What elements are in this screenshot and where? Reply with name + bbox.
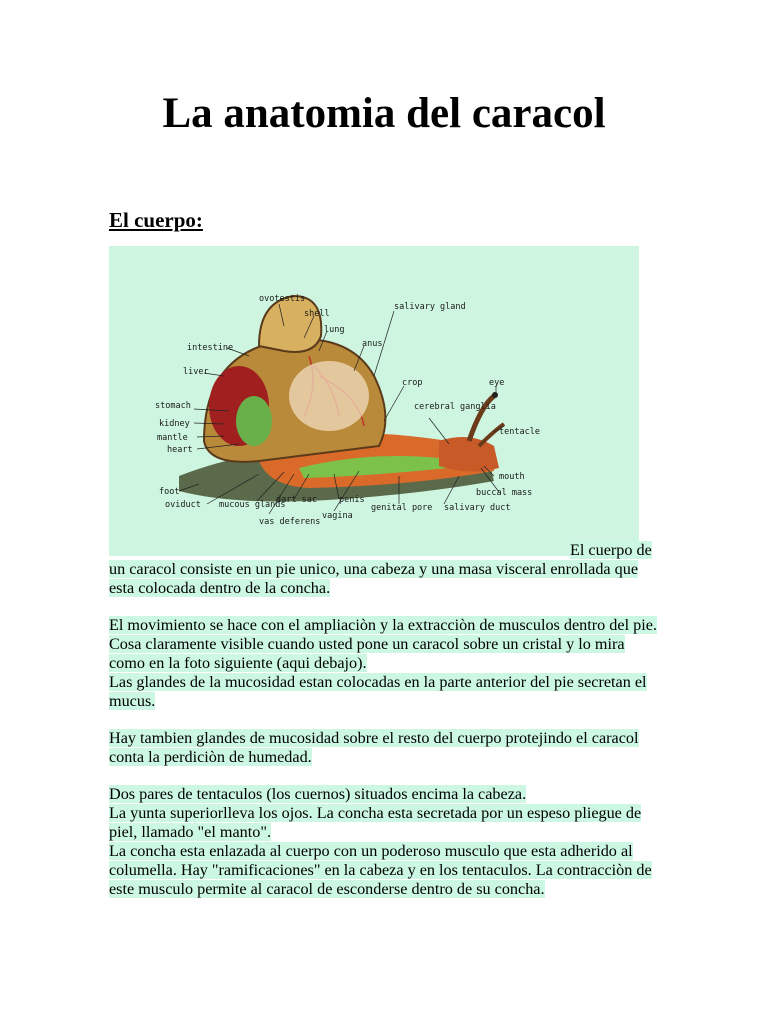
label-lung: lung bbox=[324, 325, 345, 335]
snail-anatomy-diagram bbox=[109, 246, 639, 556]
label-stomach: stomach bbox=[155, 401, 191, 411]
paragraph-4 bbox=[109, 785, 659, 899]
paragraph-1 bbox=[109, 541, 659, 598]
label-vagina: vagina bbox=[322, 511, 353, 521]
label-crop: crop bbox=[402, 378, 423, 388]
section-heading: El cuerpo: bbox=[109, 208, 203, 232]
label-intestine: intestine bbox=[187, 343, 234, 353]
label-mucous-glands: mucous glands bbox=[219, 500, 286, 510]
label-tentacle: tentacle bbox=[499, 427, 540, 437]
lung-shape bbox=[289, 361, 369, 431]
label-buccal-mass: buccal mass bbox=[476, 488, 533, 498]
shell-whorl bbox=[259, 296, 321, 352]
label-eye: eye bbox=[489, 378, 505, 388]
label-liver: liver bbox=[183, 367, 209, 377]
paragraph-3 bbox=[109, 729, 659, 767]
label-salivary-gland: salivary gland bbox=[394, 302, 466, 312]
label-salivary-duct: salivary duct bbox=[444, 503, 511, 513]
label-cerebral-ganglia: cerebral ganglia bbox=[414, 402, 496, 412]
label-mouth: mouth bbox=[499, 472, 525, 482]
label-ovotestis: ovotestis bbox=[259, 294, 306, 304]
paragraph-3-text: Hay tambien glandes de mucosidad sobre el resto del cuerpo protejindo el caracol conta la perdiciòn de humedad. bbox=[109, 729, 639, 766]
label-dart-sac: dart sac bbox=[276, 495, 317, 505]
page-title: La anatomia del caracol bbox=[162, 90, 606, 137]
label-penis: penis bbox=[339, 495, 365, 505]
label-shell: shell bbox=[304, 309, 330, 319]
label-anus: anus bbox=[362, 339, 383, 349]
eye-dot bbox=[492, 392, 498, 398]
label-kidney: kidney bbox=[159, 419, 190, 429]
paragraph-2a-text: El movimiento se hace con el ampliaciòn y la extracciòn de musculos dentro del pie. Cosa claramente visible cuando usted pone un caracol sobre un cristal y lo mira como en la foto siguiente (aqui debajo). bbox=[109, 616, 657, 672]
paragraph-2b-text: Las glandes de la mucosidad estan colocadas en la parte anterior del pie secretan el mucus. bbox=[109, 673, 647, 710]
label-vas-deferens: vas deferens bbox=[259, 517, 321, 527]
stomach-shape bbox=[236, 396, 272, 446]
label-foot: foot bbox=[159, 487, 180, 497]
label-genital-pore: genital pore bbox=[371, 503, 433, 513]
label-heart: heart bbox=[167, 445, 193, 455]
paragraph-4c-text: La concha esta enlazada al cuerpo con un poderoso musculo que esta adherido al columella. Hay "ramificaciones" en la cabeza y en los tentaculos. La contracciòn de este musculo permite al caracol de esconderse dentro de su concha. bbox=[109, 842, 652, 898]
paragraph-4b-text: La yunta superiorlleva los ojos. La concha esta secretada por un espeso pliegue de piel, llamado "el manto". bbox=[109, 804, 642, 841]
label-oviduct: oviduct bbox=[165, 500, 201, 510]
label-mantle: mantle bbox=[157, 433, 188, 443]
body-text bbox=[109, 541, 659, 917]
paragraph-2 bbox=[109, 616, 659, 711]
paragraph-1-text: El cuerpo de un caracol consiste en un pie unico, una cabeza y una masa visceral enrollada que esta colocada dentro de la concha. bbox=[109, 541, 652, 597]
snail-diagram-svg bbox=[109, 246, 639, 556]
paragraph-4a-text: Dos pares de tentaculos (los cuernos) situados encima la cabeza. bbox=[109, 785, 527, 803]
